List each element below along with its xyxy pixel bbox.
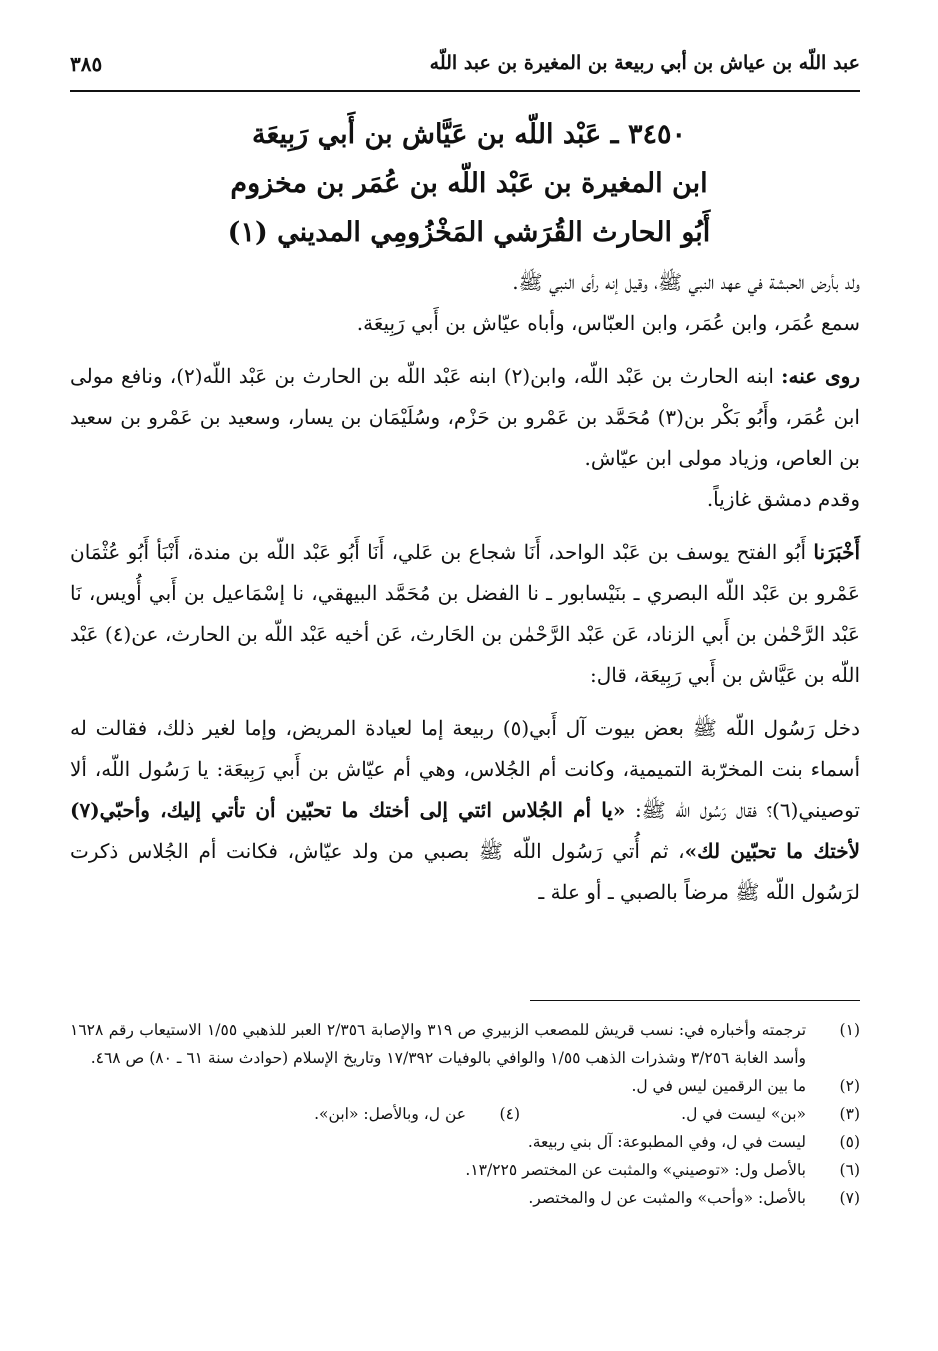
main-text	[70, 262, 860, 913]
narrators-text: ابنه الحارث بن عَبْد اللّه، وابن(٢) ابنه عَبْد اللّه بن الحارث بن عَبْد اللّه(٢)، ونافع مولى ابن عُمَر، وأَبُو بَكْر بن(٣) مُحَمَّد بن عَمْرو بن حَزْم، وسُلَيْمَان بن يسار، وسعيد بن عَمْرو بن سعيد بن العاص، وزياد مولى ابن عيّاش.	[70, 364, 860, 470]
footnotes	[70, 1016, 860, 1212]
footnote-number: (١)	[839, 1021, 860, 1039]
entry-title-line: ٣٤٥٠ ـ عَبْد اللّه بن عَيَّاش بن أَبي رَبِيعَة	[252, 119, 686, 150]
footnote-text: «بن» ليست في ل.	[681, 1105, 806, 1123]
footnote-item	[70, 1072, 860, 1100]
footnote-number: (٧)	[839, 1189, 860, 1207]
isnad-text: أَبُو الفتح يوسف بن عَبْد الواحد، أَنَا شجاع بن عَلي، أَنَا أَبُو عَبْد اللّه بن مندة، أَنْبَأ أَبُو عُثْمَان عَمْرو بن عَبْد اللّه البصري ـ بنَيْسابور ـ نا الفضل بن مُحَمَّد البيهقي، نا إسْمَاعيل بن أَبي أُويس، نَا عَبْد الرَّحْمٰن بن أَبي الزناد، عَن عَبْد الرَّحْمٰن بن الحَارث، عَن أخيه عَبْد اللّه بن الحارث، عن(٤) عَبْد اللّه بن عَيَّاش بن أَبي رَبِيعَة، قال:	[70, 540, 860, 687]
entry-title	[160, 110, 778, 257]
footnote-item	[70, 1128, 860, 1156]
footnotes-divider	[530, 1000, 860, 1001]
footnote-number: (٦)	[839, 1161, 860, 1179]
footnote-text: عن ل، وبالأصل: «ابن».	[314, 1105, 466, 1123]
narrators-lead: روى عنه:	[781, 364, 860, 388]
paragraph-heard: سمع عُمَر، وابن عُمَر، وابن العبّاس، وأباه عيّاش بن أَبي رَبِيعَة.	[356, 311, 860, 335]
entry-title-line: أَبُو الحارث القُرَشي المَخْزُومِي المديني (١)	[227, 217, 711, 248]
footnote-item	[180, 1100, 520, 1128]
hadith-text-a: دخل رَسُول اللّه ﷺ بعض بيوت آل أَبي(٥) ربيعة إما لعيادة المريض، وإما لغير ذلك، فقالت له أسماء بنت المخرّبة التميمية، وكانت أم الجُلاس، وهي أم عيّاش بن أَبي رَبِيعَة: يا رَسُول اللّه، ألا توصيني(٦)؟ فقال رَسُول اللّه ﷺ:	[70, 716, 860, 822]
footnote-number: (٥)	[839, 1133, 860, 1151]
running-header-title: عبد اللّه بن عياش بن أبي ربيعة بن المغيرة بن عبد اللّه	[429, 52, 860, 74]
paragraph-narrators	[70, 356, 860, 479]
footnote-number: (٣)	[839, 1105, 860, 1123]
paragraph-birth: ولد بأرض الحبشة في عهد النبي ﷺ، وقيل إنه رأى النبي ﷺ.	[512, 270, 860, 294]
footnote-text: ترجمته وأخباره في: نسب قريش للمصعب الزبيري ص ٣١٩ والإصابة ٢/٣٥٦ العبر للذهبي ١/٥٥ الاستيعاب رقم ١٦٢٨ وأسد الغابة ٣/٢٥٦ وشذرات الذهب ١/٥٥ والوافي بالوفيات ١٧/٣٩٢ وتاريخ الإسلام (حوادث سنة ٦١ ـ ٨٠) ص ٤٦٨.	[70, 1021, 807, 1067]
footnote-pair	[70, 1100, 860, 1128]
footnote-item	[70, 1156, 860, 1184]
footnote-text: ما بين الرقمين ليس في ل.	[631, 1077, 806, 1095]
footnote-number: (٢)	[839, 1077, 860, 1095]
footnote-number: (٤)	[499, 1105, 520, 1123]
hadith-text-b: ، ثم أُتي رَسُول اللّه ﷺ بصبي من ولد عيّاش، فكانت أم الجُلاس ذكرت لرَسُول اللّه ﷺ مرضاً بالصبي ـ أو علة ـ	[70, 839, 860, 904]
footnote-text: ليست في ل، وفي المطبوعة: آل بني ربيعة.	[527, 1133, 806, 1151]
paragraph-damascus: وقدم دمشق غازياً.	[706, 487, 860, 511]
paragraph-hadith	[70, 708, 860, 913]
entry-title-line: ابن المغيرة بن عَبْد اللّه بن عُمَر بن مخزوم	[230, 168, 708, 199]
footnote-item	[70, 1016, 860, 1072]
footnote-text: بالأصل ول: «توصيني» والمثبت عن المختصر ١٣/٢٢٥.	[465, 1161, 806, 1179]
isnad-lead: أَخْبَرَنا	[813, 540, 861, 564]
footnote-text: بالأصل: «وأحب» والمثبت عن ل والمختصر.	[528, 1189, 806, 1207]
hadith-quote: «يا أم الجُلاس ائتي إلى أختك ما تحبّين أن تأتي إليك، وأحبّي(٧) لأختك ما تحبّين لك»	[70, 798, 861, 863]
running-header	[70, 44, 860, 92]
page-number: ٣٨٥	[70, 52, 103, 76]
footnote-item	[520, 1100, 860, 1128]
paragraph-isnad	[70, 532, 860, 696]
footnote-item	[70, 1184, 860, 1212]
